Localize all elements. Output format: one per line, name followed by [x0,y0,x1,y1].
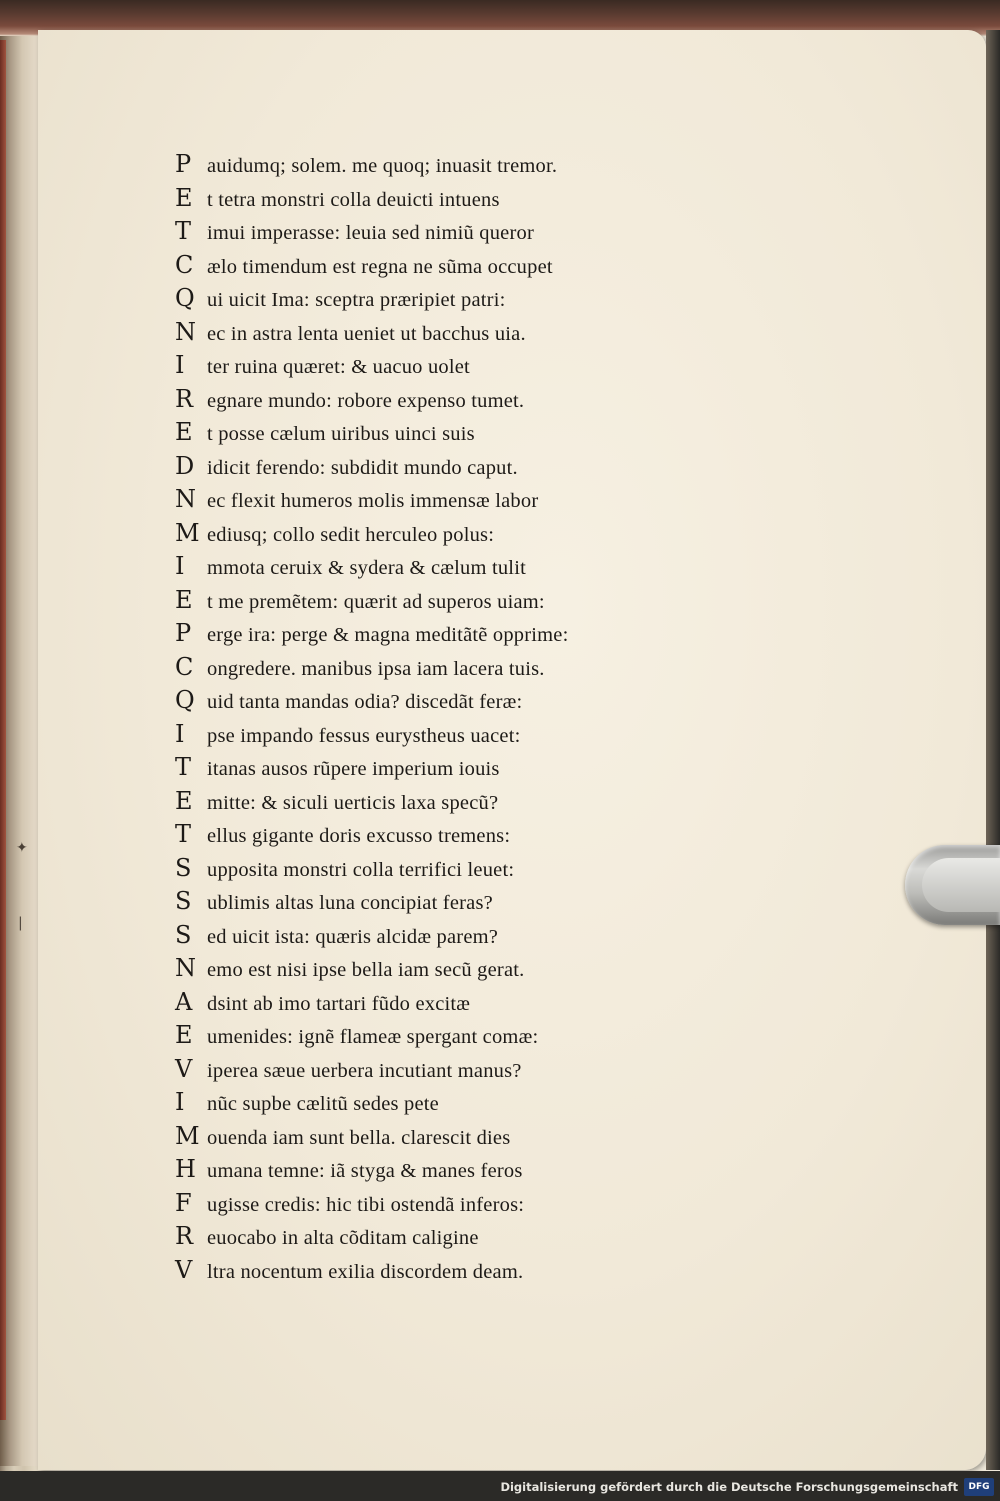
verse-initial: A [175,987,193,1016]
verse-line [175,1055,695,1089]
verse-line [175,954,695,988]
verse-initial: N [175,317,196,346]
verse-text: ui uicit Ima: sceptra præripiet patri: [207,289,506,311]
verse-text: ediusq; collo sedit herculeo polus: [207,523,495,546]
verse-text: upposita monstri colla terrifici leuet: [207,858,515,881]
verse-line [175,1256,695,1290]
verse-initial: P [175,150,192,178]
verse-text: uid tanta mandas odia? discedãt feræ: [207,691,523,713]
verse-initial: C [175,652,194,681]
verse-line [175,753,695,787]
verse-line [175,385,695,419]
verse-text: auidumq; solem. me quoq; inuasit tremor. [207,155,558,177]
verse-line [175,1189,695,1223]
verse-line [175,418,695,452]
verse-initial: M [175,518,200,547]
verse-initial: I [175,552,185,580]
verse-line [175,686,695,720]
verse-line [175,988,695,1022]
verse-line [175,921,695,955]
verse-line [175,720,695,754]
verse-initial: Q [175,284,195,312]
verse-text: t posse cælum uiribus uinci suis [207,423,475,445]
verse-text: ec flexit humeros molis immensæ labor [207,490,539,512]
page-clip-inner [922,858,1000,912]
verse-initial: I [175,1088,185,1116]
verse-line [175,485,695,519]
verse-text: ltra nocentum exilia discordem deam. [207,1260,524,1283]
margin-mark: ✦ [16,840,28,856]
verse-text: ed uicit ista: quæris alcidæ parem? [207,925,499,948]
verse-line [175,887,695,921]
verse-initial: N [175,954,196,982]
verse-initial: S [175,853,192,882]
verse-initial: I [175,351,185,379]
verse-initial: H [175,1155,196,1183]
page-right-shadow [986,30,1000,1470]
verse-line [175,452,695,486]
verse-line [175,351,695,385]
verse-initial: I [175,719,185,748]
verse-initial: D [175,451,195,480]
verse-text: ublimis altas luna concipiat feras? [207,892,493,914]
verse-line [175,653,695,687]
verse-initial: M [175,1121,200,1150]
verse-initial: E [175,418,193,446]
verse-line [175,854,695,888]
verse-initial: E [175,585,193,614]
verse-line [175,150,695,184]
verse-initial: T [175,820,192,848]
verse-text: idicit ferendo: subdidit mundo caput. [207,456,518,479]
verse-initial: Q [175,686,195,714]
verse-line [175,552,695,586]
verse-initial: R [175,384,194,413]
verse-initial: N [175,485,196,513]
verse-text: emo est nisi ipse bella iam secũ gerat. [207,959,525,981]
verse-text: mmota ceruix & sydera & cælum tulit [207,557,526,579]
verse-text: ongredere. manibus ipsa iam lacera tuis. [207,657,545,680]
margin-mark: | [18,915,23,931]
verse-initial: E [175,183,193,212]
verse-line [175,284,695,318]
verse-initial: F [175,1188,192,1217]
verse-text: ouenda iam sunt bella. clarescit dies [207,1126,511,1149]
verse-line [175,217,695,251]
verse-line [175,1222,695,1256]
verse-line [175,1021,695,1055]
verse-line [175,318,695,352]
verse-initial: P [175,619,192,647]
verse-initial: S [175,920,192,949]
verse-block [175,150,695,1289]
verse-text: iperea sæue uerbera incutiant manus? [207,1059,522,1082]
verse-text: ec in astra lenta ueniet ut bacchus uia. [207,322,526,345]
verse-initial: C [175,250,194,279]
verse-text: umana temne: iã styga & manes feros [207,1160,523,1182]
verse-text: mitte: & siculi uerticis laxa specũ? [207,791,499,814]
verse-text: nũc supbe cælitũ sedes pete [207,1093,439,1115]
verse-text: ter ruina quæret: & uacuo uolet [207,356,470,378]
verse-initial: S [175,887,192,915]
verse-text: ellus gigante doris excusso tremens: [207,825,511,847]
verse-text: dsint ab imo tartari fũdo excitæ [207,992,471,1015]
verse-line [175,619,695,653]
verse-initial: T [175,217,192,245]
verse-text: erge ira: perge & magna meditãtẽ opprime: [207,624,569,646]
verse-text: t tetra monstri colla deuicti intuens [207,188,500,211]
book-spine-edge [0,40,6,1420]
dfg-logo: DFG [964,1478,994,1496]
verse-text: itanas ausos rũpere imperium iouis [207,758,500,780]
verse-initial: E [175,786,193,815]
verse-text: euocabo in alta cõditam caligine [207,1227,479,1249]
verse-line [175,251,695,285]
verse-text: ælo timendum est regna ne sũma occupet [207,255,553,278]
verse-line [175,1122,695,1156]
verse-text: t me premẽtem: quærit ad superos uiam: [207,590,545,613]
verse-text: umenides: ignẽ flameæ spergant comæ: [207,1026,539,1048]
footer-bar [0,1471,1000,1501]
verse-initial: E [175,1021,193,1049]
verse-line [175,184,695,218]
verse-line [175,820,695,854]
digitization-credit: Digitalisierung gefördert durch die Deutsche Forschungsgemeinschaft [500,1480,958,1494]
verse-text: ugisse credis: hic tibi ostendã inferos: [207,1193,525,1216]
verse-line [175,1155,695,1189]
verse-initial: R [175,1222,194,1250]
verse-line [175,519,695,553]
verse-line [175,787,695,821]
verse-line [175,1088,695,1122]
verse-text: imui imperasse: leuia sed nimiũ queror [207,222,534,244]
verse-text: egnare mundo: robore expenso tumet. [207,389,525,412]
verse-line [175,586,695,620]
verse-initial: V [175,1255,193,1284]
verse-text: pse impando fessus eurystheus uacet: [207,724,521,747]
verse-initial: V [175,1054,193,1083]
verse-initial: T [175,753,192,781]
